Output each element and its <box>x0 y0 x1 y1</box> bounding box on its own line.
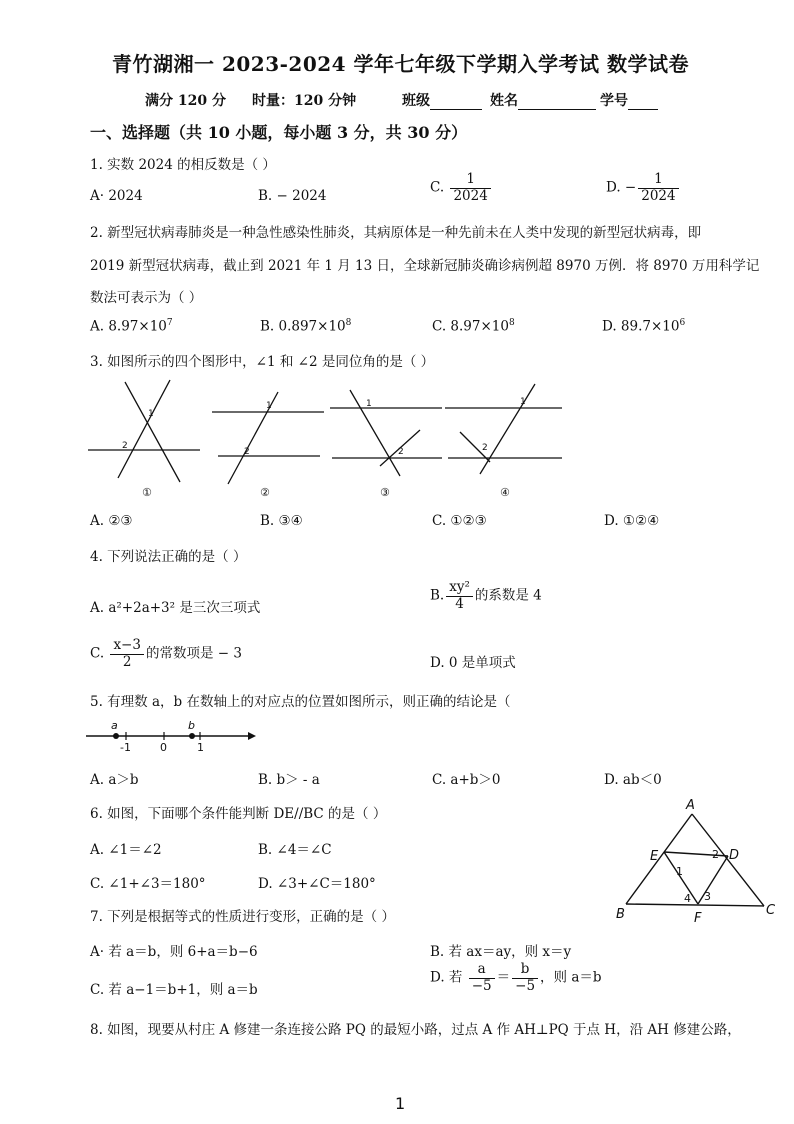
section-title: 一、选择题（共 10 小题，每小题 3 分，共 30 分） <box>90 123 468 142</box>
side-bc <box>626 904 764 906</box>
q7-d-fraction-b <box>512 962 538 994</box>
fig2-caption: ② <box>260 486 270 499</box>
fig2-label-1: 1 <box>266 401 272 411</box>
q1-c-label: C. <box>430 179 445 196</box>
q7-d-tail: ，则 a＝b <box>540 969 602 986</box>
q2-d-text: D. 89.7×10 <box>602 318 680 335</box>
q4-c-tail: 的常数项是 − 3 <box>145 645 242 662</box>
q4-b-tail: 的系数是 4 <box>474 587 542 604</box>
q6-option-c: C. ∠1+∠3＝180° <box>90 876 206 892</box>
q7-d-den1: −5 <box>471 977 492 994</box>
class-field <box>402 90 482 110</box>
page-number: 1 <box>395 1094 406 1113</box>
fig3-caption: ③ <box>380 486 390 499</box>
fig2-label-2: 2 <box>244 447 250 457</box>
q1-d-den: 2024 <box>641 187 676 204</box>
q6-stem: 6. 如图，下面哪个条件能判断 DE//BC 的是（ ） <box>90 806 387 822</box>
q2-c-text: C. 8.97×10 <box>432 318 509 335</box>
q2-c-exp: 8 <box>508 318 515 328</box>
label-F: F <box>694 911 702 926</box>
q4-stem: 4. 下列说法正确的是（ ） <box>90 549 247 565</box>
q7-option-c: C. 若 a−1＝b+1，则 a＝b <box>90 982 258 998</box>
q3-stem: 3. 如图所示的四个图形中，∠1 和 ∠2 是同位角的是（ ） <box>90 354 435 370</box>
q7-option-d <box>430 962 602 994</box>
segment-ef <box>664 852 698 904</box>
q4-c-label: C. <box>90 645 105 662</box>
q2-d-exp: 6 <box>679 318 686 328</box>
q4-b-num: xy² <box>446 580 473 597</box>
q1-c-fraction <box>450 172 490 204</box>
label-E: E <box>650 849 659 864</box>
id-field <box>600 90 658 110</box>
segment-fd <box>698 856 728 904</box>
q4-option-c <box>90 638 242 670</box>
fig1-label-1: 1 <box>148 409 154 419</box>
q1-c-den: 2024 <box>453 187 488 204</box>
q4-c-fraction <box>110 638 144 670</box>
fig4-label-2: 2 <box>482 443 488 453</box>
q7-d-den2: −5 <box>515 977 536 994</box>
fig1-label-2: 2 <box>122 441 128 451</box>
fig3-label-1: 1 <box>366 399 372 409</box>
q4-option-a: A. a²+2a+3² 是三次三项式 <box>90 600 261 616</box>
fig4-label-1: 1 <box>520 397 526 407</box>
q6-option-b: B. ∠4＝∠C <box>258 842 332 858</box>
fig1-line-a <box>125 382 180 482</box>
q3-figures <box>80 372 580 502</box>
q7-stem: 7. 下列是根据等式的性质进行变形，正确的是（ ） <box>90 909 395 925</box>
side-ac <box>692 814 764 906</box>
q1-option-d <box>606 172 681 204</box>
q2-option-d <box>602 318 685 335</box>
q2-b-exp: 8 <box>345 318 352 328</box>
angle-label-1: 1 <box>676 865 683 878</box>
q1-stem: 1. 实数 2024 的相反数是（ ） <box>90 157 276 173</box>
fig1-line-b <box>118 380 170 478</box>
q6-option-a: A. ∠1＝∠2 <box>90 842 162 858</box>
point-b <box>189 733 195 739</box>
angle-label-4: 4 <box>684 892 691 905</box>
q6-triangle-figure <box>612 796 784 928</box>
q5-option-d: D. ab＜0 <box>604 772 662 788</box>
label-b: b <box>188 719 195 732</box>
q4-b-label: B. <box>430 587 445 604</box>
id-label: 学号 <box>600 93 628 109</box>
q3-option-c: C. ①②③ <box>432 513 487 529</box>
label-zero: 0 <box>160 741 167 754</box>
number-line-arrow <box>248 732 256 740</box>
name-field <box>490 90 596 110</box>
q4-c-num: x−3 <box>110 638 144 655</box>
q4-c-den: 2 <box>122 653 132 670</box>
fig4-caption: ④ <box>500 486 510 499</box>
time-limit: 时量：120 分钟 <box>252 93 357 109</box>
q1-c-num: 1 <box>450 172 490 189</box>
q2-option-c <box>432 318 515 335</box>
angle-label-2: 2 <box>712 848 719 861</box>
label-a: a <box>111 719 118 732</box>
q1-d-num: 1 <box>638 172 678 189</box>
label-one: 1 <box>197 741 204 754</box>
q1-option-c <box>430 172 493 204</box>
q7-d-eq: ＝ <box>496 969 511 986</box>
page-title: 青竹湖湘一 2023-2024 学年七年级下学期入学考试 数学试卷 <box>112 52 690 76</box>
label-B: B <box>616 907 625 922</box>
q2-option-b <box>260 318 351 335</box>
q4-b-den: 4 <box>455 595 464 612</box>
q7-d-num1: a <box>469 962 495 979</box>
q2-option-a <box>90 318 173 335</box>
q5-number-line <box>84 718 264 754</box>
q5-option-a: A. a＞b <box>90 772 139 788</box>
q7-d-label: D. 若 <box>430 969 463 986</box>
q1-option-a: A· 2024 <box>90 188 143 204</box>
q7-d-fraction-a <box>469 962 495 994</box>
point-a <box>113 733 119 739</box>
q2-a-exp: 7 <box>166 318 173 328</box>
q3-option-b: B. ③④ <box>260 513 303 529</box>
q2-b-text: B. 0.897×10 <box>260 318 346 335</box>
q2-stem-line3: 数法可表示为（ ） <box>90 290 203 306</box>
full-marks: 满分 120 分 <box>145 93 226 109</box>
class-label: 班级 <box>402 93 430 109</box>
name-label: 姓名 <box>490 93 518 109</box>
q2-a-text: A. 8.97×10 <box>90 318 167 335</box>
q2-stem-line1: 2. 新型冠状病毒肺炎是一种急性感染性肺炎，其病原体是一种先前未在人类中发现的新型冠状病毒，即 <box>90 225 702 241</box>
q7-option-b: B. 若 ax＝ay，则 x＝y <box>430 944 572 960</box>
fig3-label-2: 2 <box>398 447 404 457</box>
fig3-line-c <box>350 390 400 476</box>
label-minus-one: -1 <box>120 741 131 754</box>
q4-option-d: D. 0 是单项式 <box>430 655 516 671</box>
label-A: A <box>686 798 695 813</box>
q7-d-num2: b <box>512 962 538 979</box>
angle-label-3: 3 <box>704 890 711 903</box>
q5-stem: 5. 有理数 a，b 在数轴上的对应点的位置如图所示，则正确的结论是（ <box>90 694 511 710</box>
q4-option-b <box>430 580 542 612</box>
q3-option-d: D. ①②④ <box>604 513 660 529</box>
q3-option-a: A. ②③ <box>90 513 133 529</box>
q5-option-b: B. b＞ - a <box>258 772 320 788</box>
label-C: C <box>766 903 776 918</box>
q5-option-c: C. a+b＞0 <box>432 772 501 788</box>
q1-d-label: D. − <box>606 179 637 196</box>
q8-stem: 8. 如图，现要从村庄 A 修建一条连接公路 PQ 的最短小路，过点 A 作 AH⊥PQ 于点 H，沿 AH 修建公路， <box>90 1022 741 1038</box>
label-D: D <box>729 848 740 863</box>
q2-stem-line2: 2019 新型冠状病毒，截止到 2021 年 1 月 13 日，全球新冠肺炎确诊病例超 8970 万例．将 8970 万用科学记 <box>90 258 760 274</box>
q4-b-fraction <box>446 580 473 612</box>
q6-option-d: D. ∠3+∠C＝180° <box>258 876 376 892</box>
q7-option-a: A· 若 a＝b，则 6+a＝b−6 <box>90 944 258 960</box>
side-ab <box>626 814 692 904</box>
q1-d-fraction <box>638 172 678 204</box>
fig1-caption: ① <box>142 486 152 499</box>
q1-option-b: B. − 2024 <box>258 188 327 204</box>
